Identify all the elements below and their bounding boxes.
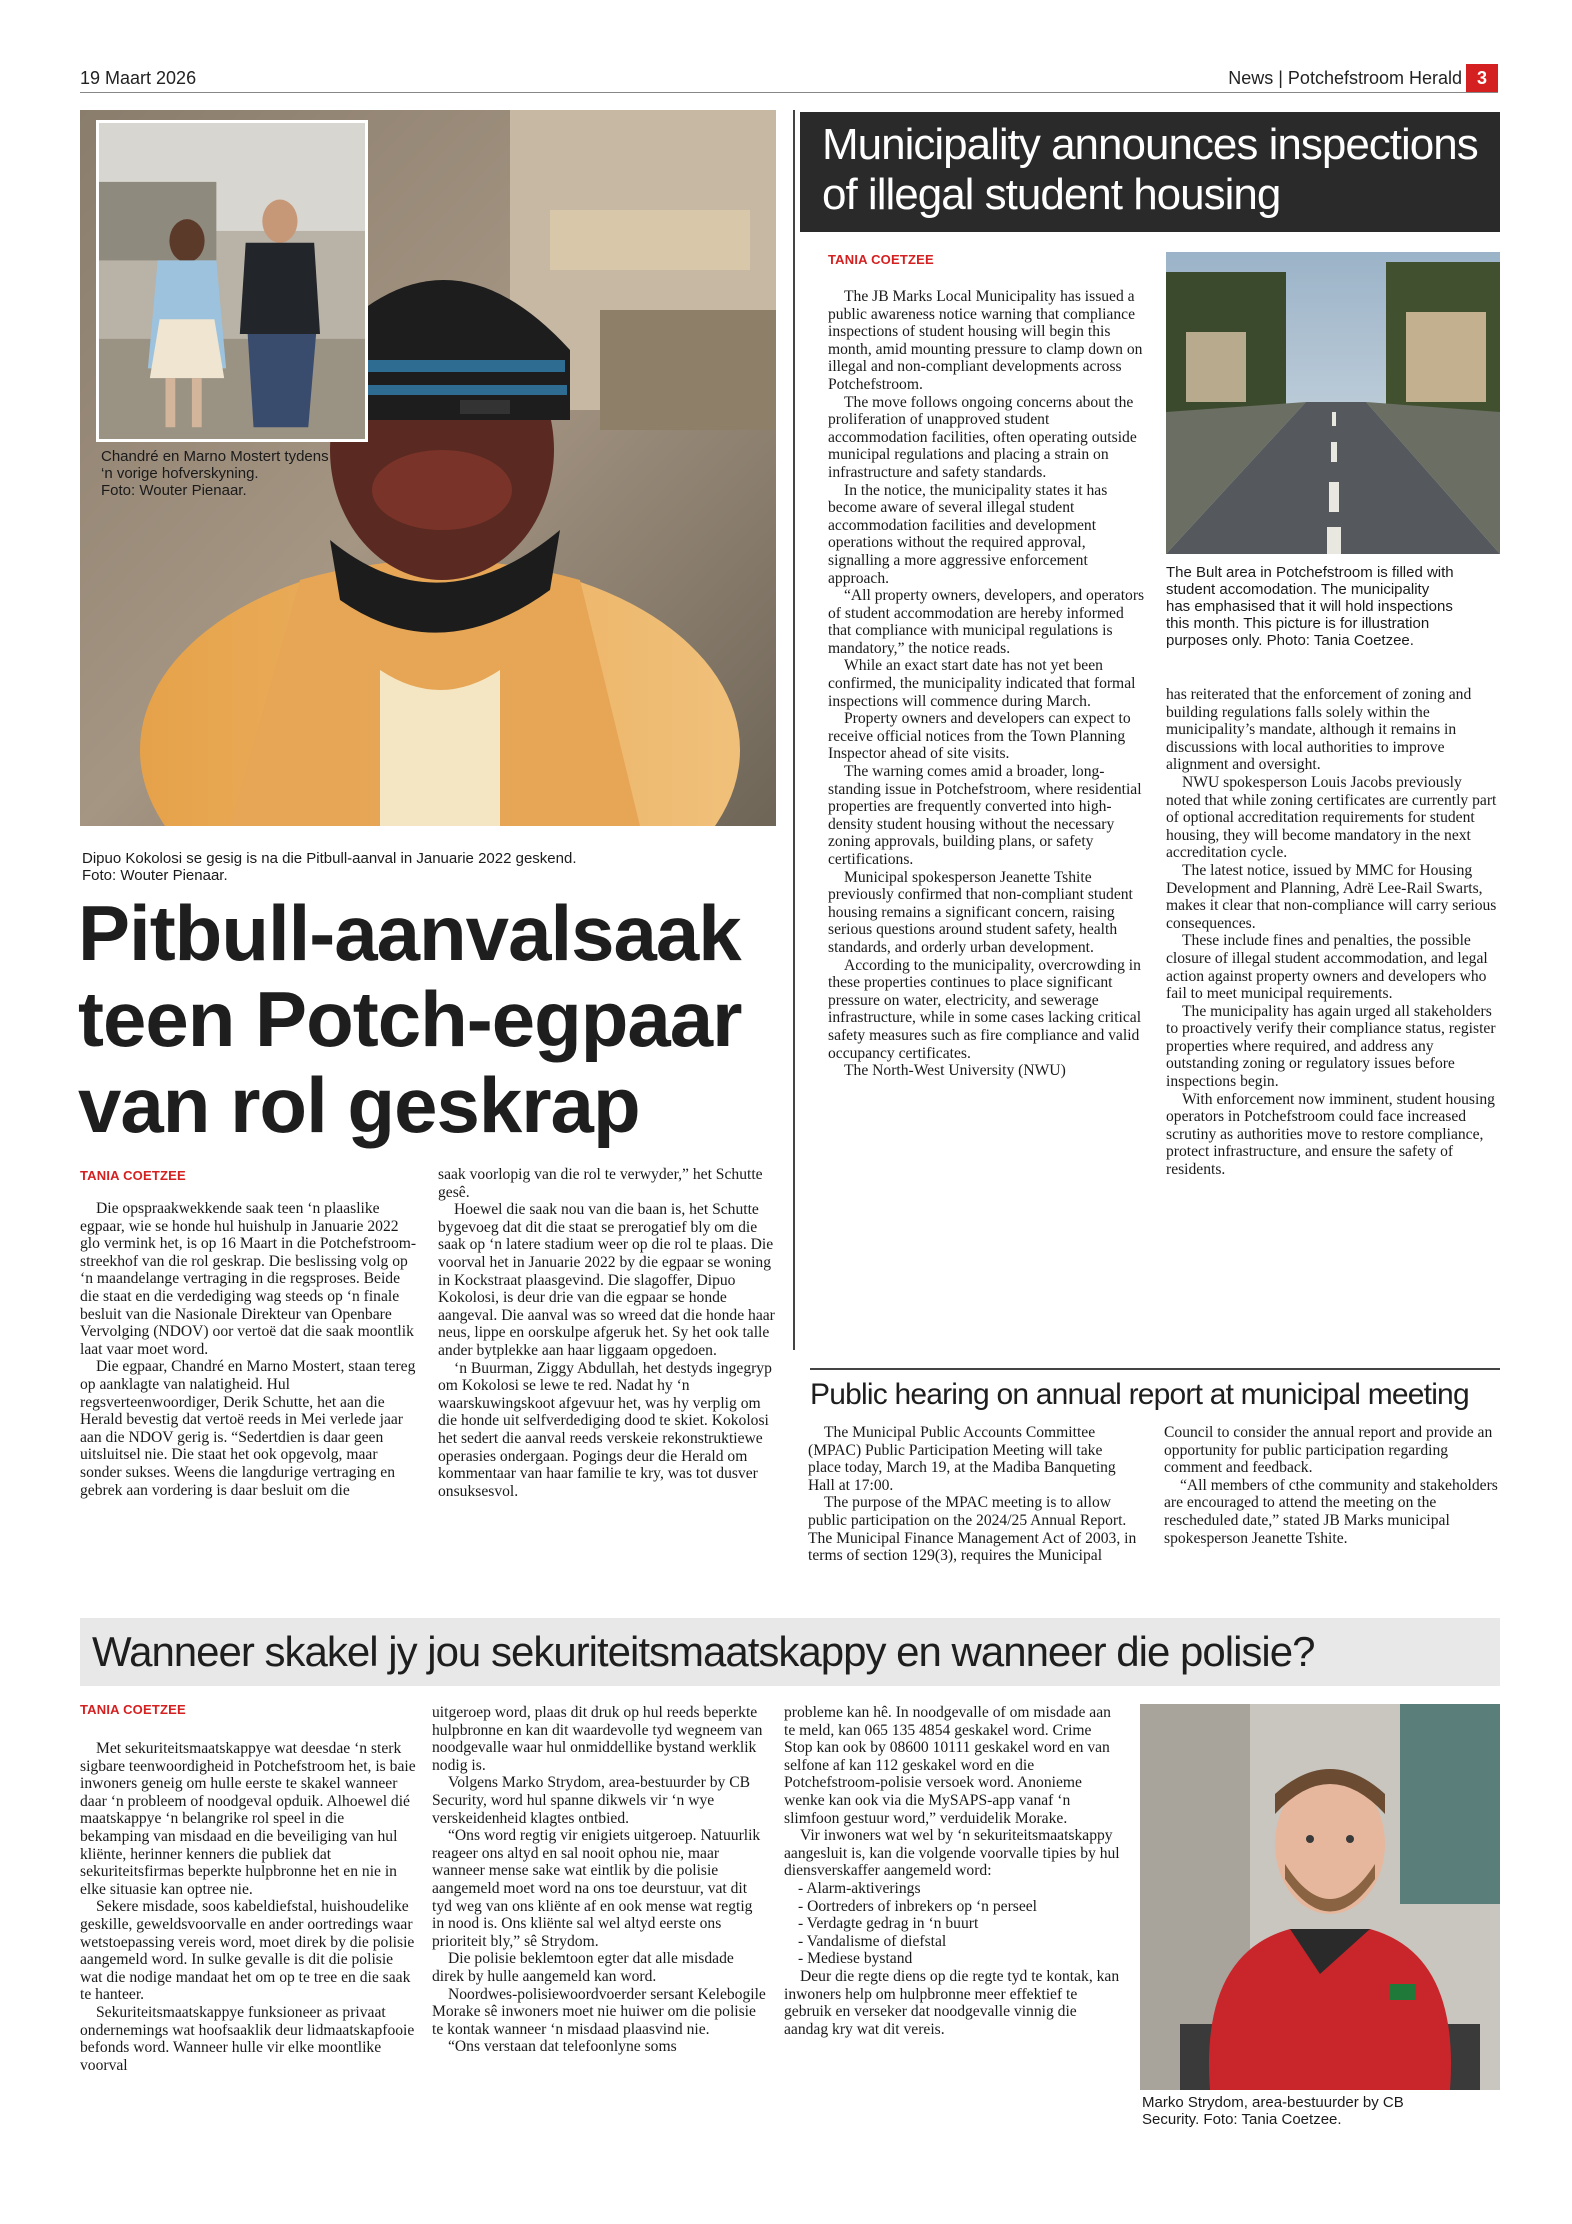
paragraph: Municipal spokesperson Jeanette Tshite previously confirmed that non-compliant student housing remains a significant concern, raising serious questions around student safety, health standards, and orderly urban development. [828,868,1133,956]
hearing-top-rule [810,1368,1500,1370]
housing-byline: TANIA COETZEE [828,252,934,267]
caption-line: student accomodation. The municipality [1166,581,1430,598]
pitbull-headline [78,890,778,1148]
paragraph: The municipality has again urged all stakeholders to proactively verify their compliance status, register properties where required, and address any outstanding zoning or regulatory issues before inspections begin. [1166,1002,1496,1091]
paragraph: Council to consider the annual report and provide an opportunity for public participation regarding comment and feedback. [1164,1424,1493,1477]
list-item: - Mediese bystand [798,1950,913,1968]
paragraph: Met sekuriteitsmaatskappye wat deesdae ‘n sterk sigbare teenwoordigheid in Potchefstroom het, is baie inwoners geneig om hulle eerste te skakel wanneer daar ‘n probleem of noodgeval opduik. Alhoewel dié maatskappye ‘n belangrike rol speel in die bekamping van misdaad en die beveiliging van hul kliënte, herinner kenners die publiek dat sekuriteitsfirmas beperkte hulpbronne het en nie in elke situasie kan optree nie. [80,1740,416,1898]
paragraph: According to the municipality, overcrowding in these properties continues to place significant pressure on water, electricity, and sewerage infrastructure, while in some cases lacking critical safety measures such as fire compliance and valid occupancy certificates. [828,956,1142,1062]
paragraph: “All members of cthe community and stakeholders are encouraged to attend the meeting on the rescheduled date,” stated JB Marks municipal spokesperson Jeanette Tshite. [1164,1476,1498,1547]
headline-line: van rol geskrap [78,1061,640,1149]
header-rule [80,92,1498,93]
page-date: 19 Maart 2026 [80,68,197,88]
paragraph: Property owners and developers can expect to receive official notices from the Town Planning Inspector ahead of site visits. [828,710,1131,763]
paragraph: Die polisie beklemtoon egter dat alle misdade direk by hulle aangemeld kan word. [432,1950,734,1985]
paragraph: The purpose of the MPAC meeting is to allow public participation on the 2024/25 Annual Report. The Municipal Finance Management Act of 2003, in terms of section 129(3), requires the Municipal [808,1494,1137,1565]
housing-column-1 [828,288,1148,1080]
list-item: - Alarm-aktiverings [798,1879,921,1897]
paragraph: ‘n Buurman, Ziggy Abdullah, het destyds ingegryp om Kokolosi se lewe te red. Nadat hy ‘n waarskuwingskoot afgevuur het, was hy verplig om die honde uit selfverdediging dood te skiet. Kokolosi het sedert die aanval reeds verskeie rekonstruktiewe operasies ondergaan. Pogings deur die Herald om kommentaar van haar familie te kry, was tot dusver onsuksesvol. [438,1359,772,1500]
paragraph: In the notice, the municipality states it has become aware of several illegal student accommodation facilities and development operations without the required approval, signalling a more aggressive enforcement approach. [828,481,1108,587]
paragraph: “Ons verstaan dat telefoonlyne soms [448,2038,677,2056]
caption-line: purposes only. Photo: Tania Coetzee. [1166,632,1414,649]
pitbull-column-1 [80,1200,420,1499]
caption-line: has emphasised that it will hold inspections [1166,598,1453,615]
paragraph: has reiterated that the enforcement of zoning and building regulations falls solely within the municipality’s mandate, although it remains in discussions with local authorities to improve alignment and oversight. [1166,686,1472,774]
paragraph: “All property owners, developers, and operators of student accommodation are hereby informed that compliance with municipal regulations is mandatory,” the notice reads. [828,587,1145,657]
main-caption-line: Foto: Wouter Pienaar. [82,867,228,884]
headline-line: Pitbull-aanvalsaak [78,889,741,977]
paragraph: The JB Marks Local Municipality has issued a public awareness notice warning that compliance inspections of student housing will begin this month, amid mounting pressure to clamp down on illegal and non-compliant developments across Potchefstroom. [828,288,1143,393]
security-headline: Wanneer skakel jy jou sekuriteitsmaatskappy en wanneer die polisie? [80,1618,1500,1686]
list-item: - Oortreders of inbrekers op ‘n perseel [798,1897,1038,1915]
caption-line: Security. Foto: Tania Coetzee. [1142,2111,1342,2128]
pitbull-inset-caption [101,448,361,499]
housing-photo-caption [1166,564,1500,649]
marko-strydom-photo [1140,1704,1500,2090]
pitbull-byline: TANIA COETZEE [80,1168,186,1183]
paragraph: The move follows ongoing concerns about the proliferation of unapproved student accommodation facilities, often operating outside municipal regulations and placing a strain on infrastructure and safety standards. [828,393,1137,481]
paragraph: Hoewel die saak nou van die baan is, het Schutte bygevoeg dat dit die staat se prerogatief bly om die saak op ‘n latere stadium weer op die rol te plaas. Die voorval het in Januarie 2022 by die egpaar se woning in Kockstraat plaasgevind. Die slagoffer, Dipuo Kokolosi, is deur drie van die egpaar se honde aangeval. Die aanval was so wreed dat die honde haar neus, lippe en oorskulpe afgeruk het. Sy het ook talle ander bytplekke aan haar liggaam opgedoen. [438,1201,775,1359]
paragraph: With enforcement now imminent, student housing operators in Potchefstroom could face increased scrutiny as authorities move to restore compliance, protect infrastructure, and ensure the safety of residents. [1166,1090,1495,1179]
paragraph: Sekuriteitsmaatskappye funksioneer as privaat ondernemings wat hoofsaaklik deur lidmaatskapfooie befonds word. Wanneer hulle vir elke moontlike voorval [80,2003,415,2074]
inset-caption-line: Foto: Wouter Pienaar. [101,482,247,499]
headline-line: of illegal student housing [822,170,1281,219]
list-item: - Verdagte gedrag in ‘n buurt [798,1915,979,1933]
paragraph: uitgeroep word, plaas dit druk op hul reeds beperkte hulpbronne en kan dit waardevolle tyd wegneem van noodgevalle waar hul onmiddellike bystand werklik nodig is. [432,1704,763,1774]
list-item: - Vandalisme of diefstal [798,1932,947,1950]
headline-line: teen Potch-egpaar [78,975,742,1063]
paragraph: Sekere misdade, soos kabeldiefstal, huishoudelike geskille, geweldsvoorvalle en ander oortredings waar wetstoepassing vereis word, moet direk by die polisie aangemeld word. In sulke gevalle is dit die polisie wat die nodige mandaat het om op te tree en die saak te hanteer. [80,1898,415,2004]
paragraph: Noordwes-polisiewoordvoerder sersant Kelebogile Morake sê inwoners moet nie huiwer om die polisie te kontak wanneer ‘n misdaad plaasvind nie. [432,1985,766,2038]
section-label: News | Potchefstroom Herald [1228,68,1462,88]
headline-line: Municipality announces inspections [822,120,1478,169]
paragraph: Vir inwoners wat wel by ‘n sekuriteitsmaatskappy aangesluit is, kan die volgende voorvalle tipies by hul diensverskaffer aangemeld word: [784,1827,1120,1880]
pitbull-couple-inset-photo [96,120,368,442]
hearing-column-1 [808,1424,1138,1565]
security-column-3 [784,1704,1120,2038]
paragraph: The North-West University (NWU) [844,1062,1066,1080]
paragraph: “Ons word regtig vir enigiets uitgeroep. Natuurlik reageer ons altyd en sal nooit ophou nie, maar wanneer mense sake wat eintlik by die polisie aangemeld moet word na ons toe deurstuur, vat dit tyd weg van ons kliënte af en ook mense wat regtig in nood is. Ons kliënte sal wel altyd eerste ons prioriteit bly,” sê Strydom. [432,1827,761,1950]
main-caption-line: Dipuo Kokolosi se gesig is na die Pitbull-aanval in Januarie 2022 geskend. [82,850,577,867]
inset-caption-line: Chandré en Marno Mostert tydens [101,448,329,465]
inset-caption-line: ‘n vorige hofverskyning. [101,465,259,482]
pitbull-column-2 [438,1166,778,1500]
caption-line: Marko Strydom, area-bestuurder by CB [1142,2094,1404,2111]
hearing-headline: Public hearing on annual report at municipal meeting [810,1378,1469,1411]
security-photo-caption [1142,2094,1500,2128]
hearing-column-2 [1164,1424,1498,1547]
caption-line: The Bult area in Potchefstroom is filled with [1166,564,1454,581]
paragraph: Volgens Marko Strydom, area-bestuurder by CB Security, word hul spanne dikwels vir ‘n wye verskeidenheid klagtes ontbied. [432,1774,751,1827]
paragraph: saak voorlopig van die rol te verwyder,” het Schutte gesê. [438,1166,763,1201]
paragraph: The warning comes amid a broader, long-standing issue in Potchefstroom, where residential properties are frequently converted into high-density student housing without the necessary zoning approvals, building plans, or safety certifications. [828,763,1142,868]
housing-column-2 [1166,686,1500,1179]
page-number: 3 [1466,64,1498,92]
paragraph: The latest notice, issued by MMC for Housing Development and Planning, Adrë Lee-Rail Swarts, makes it clear that non-compliance will carry serious consequences. [1166,861,1497,932]
paragraph: These include fines and penalties, the possible closure of illegal student accommodation, and legal action against property owners and developers who fail to meet municipal requirements. [1166,932,1488,1003]
paragraph: Die egpaar, Chandré en Marno Mostert, staan tereg op aanklagte van nalatigheid. Hul regsverteenwoordiger, Derik Schutte, het aan die Herald bevestig dat vertoë reeds in Mei verlede jaar aan die NDOV gerig is. “Sedertdien is daar geen uitsluitsel nie. Die staat het ook opgevolg, maar sonder sukses. Weens die langdurige vertraging en gebrek aan vordering is daar besluit om die [80,1358,416,1499]
caption-line: this month. This picture is for illustration [1166,615,1430,632]
housing-headline [800,112,1500,232]
paragraph: The Municipal Public Accounts Committee (MPAC) Public Participation Meeting will take place today, March 19, at the Madiba Banqueting Hall at 17:00. [808,1424,1116,1494]
pitbull-main-caption [82,850,782,884]
security-column-2 [432,1704,768,2056]
security-column-1 [80,1740,416,2074]
paragraph: Deur die regte diens op die regte tyd te kontak, kan inwoners help om hulpbronne meer effektief te gebruik en verseker dat noodgevalle vinnig die aandag kry wat dit vereis. [784,1967,1120,2038]
security-byline: TANIA COETZEE [80,1702,186,1717]
bult-road-photo [1166,252,1500,554]
paragraph: Die opspraakwekkende saak teen ‘n plaaslike egpaar, wie se honde hul huishulp in Januarie 2022 glo vermink het, is op 16 Maart in die Potchefstroom-streekhof van die rol geskrap. Die beslissing volg op ‘n maandelange vertraging in die regsproses. Beide die staat en die verdediging wag steeds op ‘n finale besluit van die Nasionale Direkteur van Openbare Vervolging (NDOV) oor vertoë dat die saak moontlik laat vaar moet word. [80,1200,417,1358]
paragraph: NWU spokesperson Louis Jacobs previously noted that while zoning certificates are currently part of optional accreditation requirements for student housing, they will become mandatory in the next accreditation cycle. [1166,773,1497,862]
paragraph: probleme kan hê. In noodgevalle of om misdade aan te meld, kan 065 135 4854 geskakel word. Crime Stop kan ook by 08600 10111 geskakel word en van selfone af kan 112 geskakel word en die Potchefstroom-polisie versoek word. Anonieme wenke kan ook via die MySAPS-app vanaf ‘n slimfoon gestuur word,” verduidelik Morake. [784,1704,1111,1827]
column-divider [793,110,795,1350]
paragraph: While an exact start date has not yet been confirmed, the municipality indicated that formal inspections will commence during March. [828,657,1136,710]
